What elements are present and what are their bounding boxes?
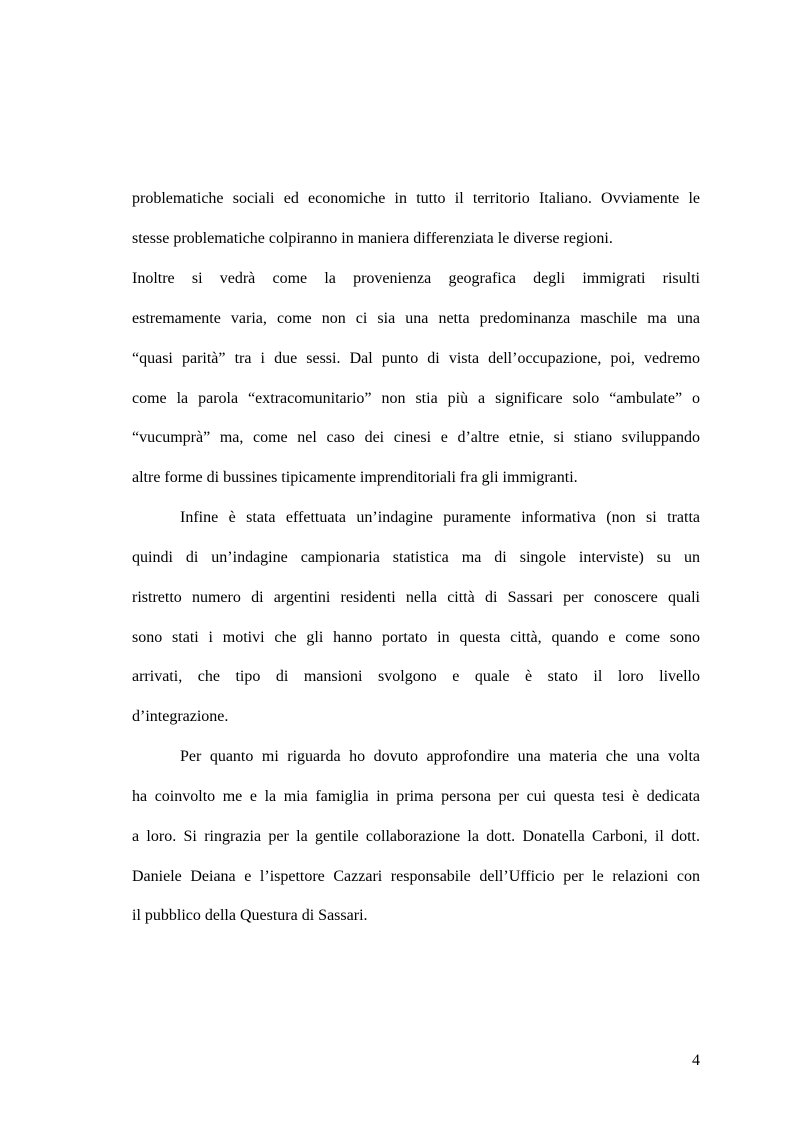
text-line: Inoltre si vedrà come la provenienza geografica degli immigrati risulti: [132, 270, 700, 287]
text-line: sono stati i motivi che gli hanno portato in questa città, quando e come sono: [132, 629, 700, 646]
paragraph-first-line: Per quanto mi riguarda ho dovuto approfondire una materia che una volta: [180, 748, 700, 765]
text-line: a loro. Si ringrazia per la gentile collaborazione la dott. Donatella Carboni, il dott.: [132, 828, 700, 845]
text-line: “vucumprà” ma, come nel caso dei cinesi e d’altre etnie, si stiano sviluppando: [132, 429, 700, 446]
page-number: 4: [692, 1052, 700, 1069]
text-line: stesse problematiche colpiranno in maniera differenziata le diverse regioni.: [132, 230, 613, 247]
text-line: ristretto numero di argentini residenti nella città di Sassari per conoscere quali: [132, 589, 700, 606]
text-line: problematiche sociali ed economiche in tutto il territorio Italiano. Ovviamente le: [132, 190, 700, 207]
text-line: ha coinvolto me e la mia famiglia in prima persona per cui questa tesi è dedicata: [132, 788, 700, 805]
text-line: altre forme di bussines tipicamente imprenditoriali fra gli immigranti.: [132, 469, 578, 486]
text-line: “quasi parità” tra i due sessi. Dal punto di vista dell’occupazione, poi, vedremo: [132, 350, 700, 367]
text-line: come la parola “extracomunitario” non stia più a significare solo “ambulate” o: [132, 390, 700, 407]
text-line: estremamente varia, come non ci sia una netta predominanza maschile ma una: [132, 310, 700, 327]
paragraph-first-line: Infine è stata effettuata un’indagine puramente informativa (non si tratta: [180, 509, 700, 526]
text-line: Daniele Deiana e l’ispettore Cazzari responsabile dell’Ufficio per le relazioni con: [132, 868, 700, 885]
text-line: arrivati, che tipo di mansioni svolgono e quale è stato il loro livello: [132, 668, 700, 685]
text-line: il pubblico della Questura di Sassari.: [132, 907, 368, 924]
text-line: quindi di un’indagine campionaria statistica ma di singole interviste) su un: [132, 549, 700, 566]
text-line: d’integrazione.: [132, 708, 229, 725]
